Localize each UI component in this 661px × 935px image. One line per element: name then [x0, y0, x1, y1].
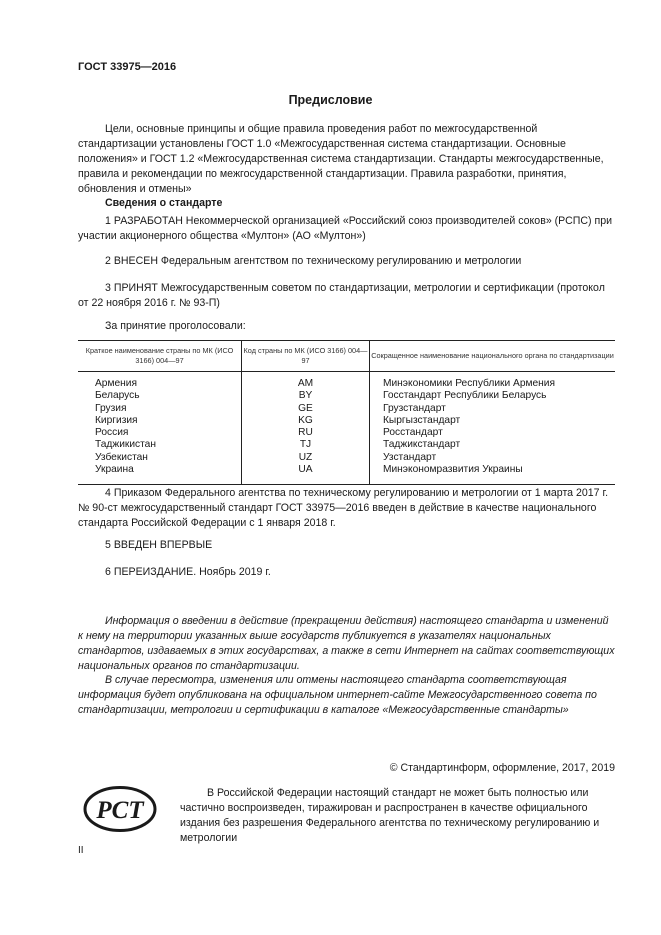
document-code: ГОСТ 33975—2016 — [78, 61, 177, 73]
code-cell: UA — [242, 464, 370, 485]
country-cell: Украина — [78, 464, 242, 485]
country-cell: Киргизия — [95, 414, 138, 426]
table-header-row — [78, 341, 615, 372]
code-cell: BY — [242, 390, 370, 402]
body-cell: Минэкономики Республики Армения — [383, 378, 555, 389]
body-cell: Кыргызстандарт — [383, 414, 461, 426]
country-cell: Узбекистан — [95, 451, 148, 463]
copyright-line: © Стандартинформ, оформление, 2017, 2019 — [389, 762, 615, 774]
code-cell: UZ — [242, 452, 370, 464]
code-cell: RU — [242, 427, 370, 439]
item-submitted: 2 ВНЕСЕН Федеральным агентством по техническому регулированию и метрологии — [105, 255, 522, 267]
reproduction-notice: В Российской Федерации настоящий стандарт не может быть полностью или частично воспроизведен, тиражирован и распространен в качестве официального издания без разрешения Федерального агентства по техническому регулированию и метрологии — [180, 787, 600, 844]
section-heading: Сведения о стандарте — [105, 197, 223, 209]
item-adopted: 3 ПРИНЯТ Межгосударственным советом по стандартизации, метрологии и сертификации (протокол от 22 ноября 2016 г. № 93-П) — [78, 282, 605, 309]
body-cell: Грузстандарт — [383, 402, 446, 414]
table-row — [78, 439, 615, 451]
info-paragraph-revision: В случае пересмотра, изменения или отмены настоящего стандарта соответствующая информация будет опубликована на официальном интернет-сайте Межгосударственного совета по стандартизации, метрологии и сертификации в каталоге «Межгосударственные стандарты» — [78, 674, 597, 716]
table-row — [78, 415, 615, 427]
table-row — [78, 464, 615, 485]
country-cell: Россия — [95, 427, 129, 439]
table-row — [78, 390, 615, 402]
table-row — [78, 372, 615, 391]
country-cell: Грузия — [95, 402, 127, 414]
code-cell: AM — [242, 372, 370, 391]
voting-table — [78, 340, 615, 485]
page-number: II — [78, 845, 84, 856]
country-cell: Таджикистан — [95, 439, 156, 451]
country-cell: Армения — [95, 378, 137, 389]
table-row — [78, 427, 615, 439]
intro-paragraph: Цели, основные принципы и общие правила проведения работ по межгосударственной стандартизации установлены ГОСТ 1.0 «Межгосударственная система стандартизации. Основные положения» и ГОСТ 1.2 «Межгосударственная система стандартизации. Стандарты межгосударственные, правила и рекомендации по межгосударственной стандартизации. Правила разработки, принятия, обновления и отмены» — [78, 123, 604, 195]
code-cell: GE — [242, 403, 370, 415]
body-cell: Таджикстандарт — [383, 439, 461, 451]
item-developed: 1 РАЗРАБОТАН Некоммерческой организацией «Российский союз производителей соков» (РСПС) при участии акционерного общества «Мултон» (АО «Мултон») — [78, 215, 613, 242]
page-title: Предисловие — [288, 93, 373, 107]
rst-certification-logo-icon — [82, 785, 158, 833]
header-standards-body: Сокращенное наименование национального органа по стандартизации — [370, 341, 616, 372]
header-country-name: Краткое наименование страны по МК (ИСО 3166) 004—97 — [78, 341, 242, 372]
body-cell: Госстандарт Республики Беларусь — [383, 390, 547, 402]
header-country-code: Код страны по МК (ИСО 3166) 004—97 — [242, 341, 370, 372]
body-cell: Минэкономразвития Украины — [370, 464, 616, 485]
item-first-introduced: 5 ВВЕДЕН ВПЕРВЫЕ — [105, 539, 213, 551]
country-cell: Беларусь — [95, 390, 140, 402]
code-cell: KG — [242, 415, 370, 427]
item-enacted: 4 Приказом Федерального агентства по техническому регулированию и метрологии от 1 марта 2017 г. № 90-ст межгосударственный стандарт ГОСТ 33975—2016 введен в действие в качестве национального стандарта Российской Федерации с 1 января 2018 г. — [78, 487, 609, 529]
logo-lettering: РСТ — [96, 797, 144, 824]
table-row — [78, 403, 615, 415]
body-cell: Росстандарт — [383, 427, 443, 439]
table-row — [78, 452, 615, 464]
voted-label: За принятие проголосовали: — [105, 320, 246, 332]
item-republished: 6 ПЕРЕИЗДАНИЕ. Ноябрь 2019 г. — [105, 566, 271, 578]
info-paragraph-publication: Информация о введении в действие (прекращении действия) настоящего стандарта и изменений к нему на территории указанных выше государств публикуется в указателях национальных стандартов, издаваемых в этих государствах, а также в сети Интернет на сайтах соответствующих национальных органов по стандартизации. — [78, 615, 615, 672]
code-cell: TJ — [242, 439, 370, 451]
body-cell: Узстандарт — [383, 451, 437, 463]
